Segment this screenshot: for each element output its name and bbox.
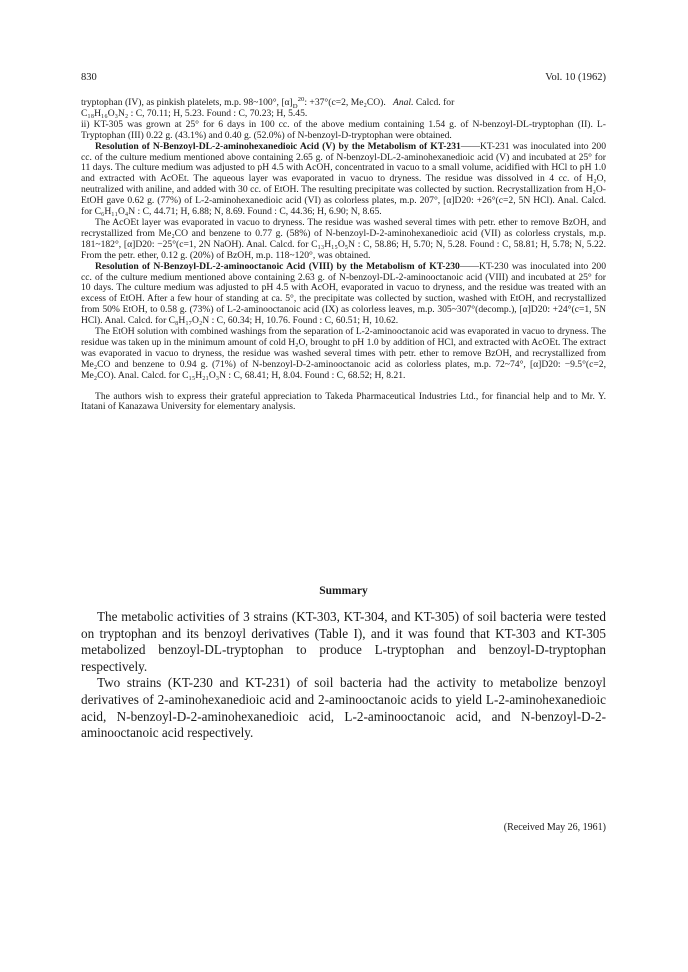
summary-paragraph-1: The metabolic activities of 3 strains (KT-303, KT-304, and KT-305) of soil bacteria were tested on tryptophan and its benzoyl derivatives (Table I), and it was found that KT-303 and KT-305 metabolized benzoyl-DL-tryptophan to produce L-tryptophan and benzoyl-D-tryptophan respectively. xyxy=(81,609,606,674)
p1-line1: tryptophan (IV), as pinkish platelets, m.p. 98~100°, [α] xyxy=(81,97,293,108)
experimental-section xyxy=(81,95,607,413)
paragraph-kt305: ii) KT-305 was grown at 25° for 6 days in 100 cc. of the above medium containing 1.54 g. of N-benzoyl-DL-tryptophan (II). L-Tryptophan (III) 0.22 g. (43.1%) and 0.40 g. (52.0%) of N-benzoyl-D-tryptophan were obtained. xyxy=(81,118,606,141)
paragraph-acoet-layer: The AcOEt layer was evaporated in vacuo to dryness. The residue was washed several times with petr. ether to remove BzOH, and recrystallized from Me₂CO and benzene to 0.77 g. (58%) of N-benzoyl-D-2-aminohexanedioic acid (VII) as colorless crystals, m.p. 181~182°, [α]D20: −25°(c=1, 2N NaOH). Anal. Calcd. for C₁₃H₁₅O₅N : C, 58.86; H, 5.70; N, 5.28. Found : C, 58.81; H, 5.78; N, 5.22. From the petr. ether, 0.12 g. (20%) of BzOH, m.p. 118~120°, was obtained. xyxy=(81,216,606,261)
page-number: 830 xyxy=(81,72,97,83)
heading-resolution-v: Resolution of N-Benzoyl-DL-2-aminohexanedioic Acid (V) by the Metabolism of KT-231 xyxy=(95,140,461,152)
body-resolution-v: ——KT-231 was inoculated into 200 cc. of the culture medium mentioned above containing 2.65 g. of N-benzoyl-DL-2-aminohexanedioic acid (V) and incubated at 25° for 11 days. The culture medium was adjusted to pH 4.5 with AcOH, concentrated in vacuo to a small volume, acidified with HCl to pH 1.0 and extracted with AcOEt. The aqueous layer was evaporated in vacuo to dryness. The residue was dissolved in 4 cc. of H₂O, neutralized with aniline, and added with 30 cc. of EtOH. The resulting precipitate was collected by suction. Recrystallization from H₂O-EtOH gave 0.62 g. (77%) of L-2-aminohexanedioic acid (VI) as colorless plates, m.p. 207°, [α]D20: +26°(c=2, 5N HCl). Anal. Calcd. for C₆H₁₁O₄N : C, 44.71; H, 6.88; N, 8.69. Found : C, 44.36; H, 6.90; N, 8.65. xyxy=(81,140,607,218)
p1-anal: Anal. xyxy=(392,97,414,108)
paragraph-resolution-v xyxy=(81,142,606,218)
paragraph-tryptophan-result: tryptophan (IV), as pinkish platelets, m.p. 98~100°, $[\alpha]_D^{20}$: +37°(c=2, Me₂CO). Anal. Calcd. for C₁₈H₁₆O₃N₂ : C, 70.11; H, 5.23. Found : C, 70.23; H, 5.45. xyxy=(81,95,455,119)
paragraph-etoh-solution: The EtOH solution with combined washings from the separation of L-2-aminooctanoic acid was evaporated in vacuo to dryness. The residue was taken up in the minimum amount of cold H₂O, brought to pH 1.0 by addition of HCl, and extracted with AcOEt. The extract was evaporated in vacuo to dryness, the residue was washed several times with petr. ether to remove BzOH, and recrystallized from Me₂CO and benzene to 0.94 g. (71%) of N-benzoyl-D-2-aminooctanoic acid as colorless plates, m.p. 72~74°, [α]D20: −9.5°(c=2, Me₂CO). Anal. Calcd. for C₁₅H₂₁O₃N : C, 68.41; H, 8.04. Found : C, 68.52; H, 8.21. xyxy=(81,326,606,381)
summary-paragraph-2: Two strains (KT-230 and KT-231) of soil bacteria had the activity to metabolize benzoyl derivatives of 2-aminohexanedioic acid and 2-aminooctanoic acids to yield L-2-aminohexanedioic acid, N-benzoyl-D-2-aminohexanedioic acid, L-2-aminooctanoic acid, and N-benzoyl-D-2-aminooctanoic acid respectively. xyxy=(81,675,606,741)
summary-section xyxy=(81,609,606,742)
p1-calcd: Calcd. for xyxy=(415,97,455,108)
summary-heading: Summary xyxy=(319,585,368,597)
heading-resolution-viii: Resolution of N-Benzoyl-DL-2-aminooctanoic Acid (VIII) by the Metabolism of KT-230 xyxy=(95,260,460,272)
p1-line1b: : +37°(c=2, Me₂CO). xyxy=(304,97,386,108)
acknowledgement: The authors wish to express their grateful appreciation to Takeda Pharmaceutical Industries Ltd., for financial help and to Mr. Y. Itatani of Kanazawa University for elementary analysis. xyxy=(81,390,606,413)
paragraph-resolution-viii xyxy=(81,262,606,327)
volume-label: Vol. 10 (1962) xyxy=(545,72,606,83)
body-resolution-viii: ——KT-230 was inoculated into 200 cc. of the culture medium mentioned above containing 2.63 g. of N-benzoyl-DL-2-aminooctanoic acid (VIII) and incubated at 25° for 10 days. The culture medium was adjusted to pH 4.5 with AcOH, evaporated in vacuo to dryness, and the residue was treated with an excess of EtOH. After a few hour of standing at ca. 5°, the precipitate was collected by suction, washed with EtOH, and recrystallized from 50% EtOH, to 0.58 g. (73%) of L-2-aminooctanoic acid (IX) as colorless leaves, m.p. 305~307°(decomp.), [α]D20: +24°(c=1, 5N HCl). Anal. Calcd. for C₈H₁₇O₂N : C, 60.34; H, 10.76. Found : C, 60.51; H, 10.62. xyxy=(81,260,607,327)
p1-line2: C₁₈H₁₆O₃N₂ : C, 70.11; H, 5.23. Found : C, 70.23; H, 5.45. xyxy=(81,107,308,119)
received-date: (Received May 26, 1961) xyxy=(503,822,606,833)
page-header xyxy=(81,72,606,88)
